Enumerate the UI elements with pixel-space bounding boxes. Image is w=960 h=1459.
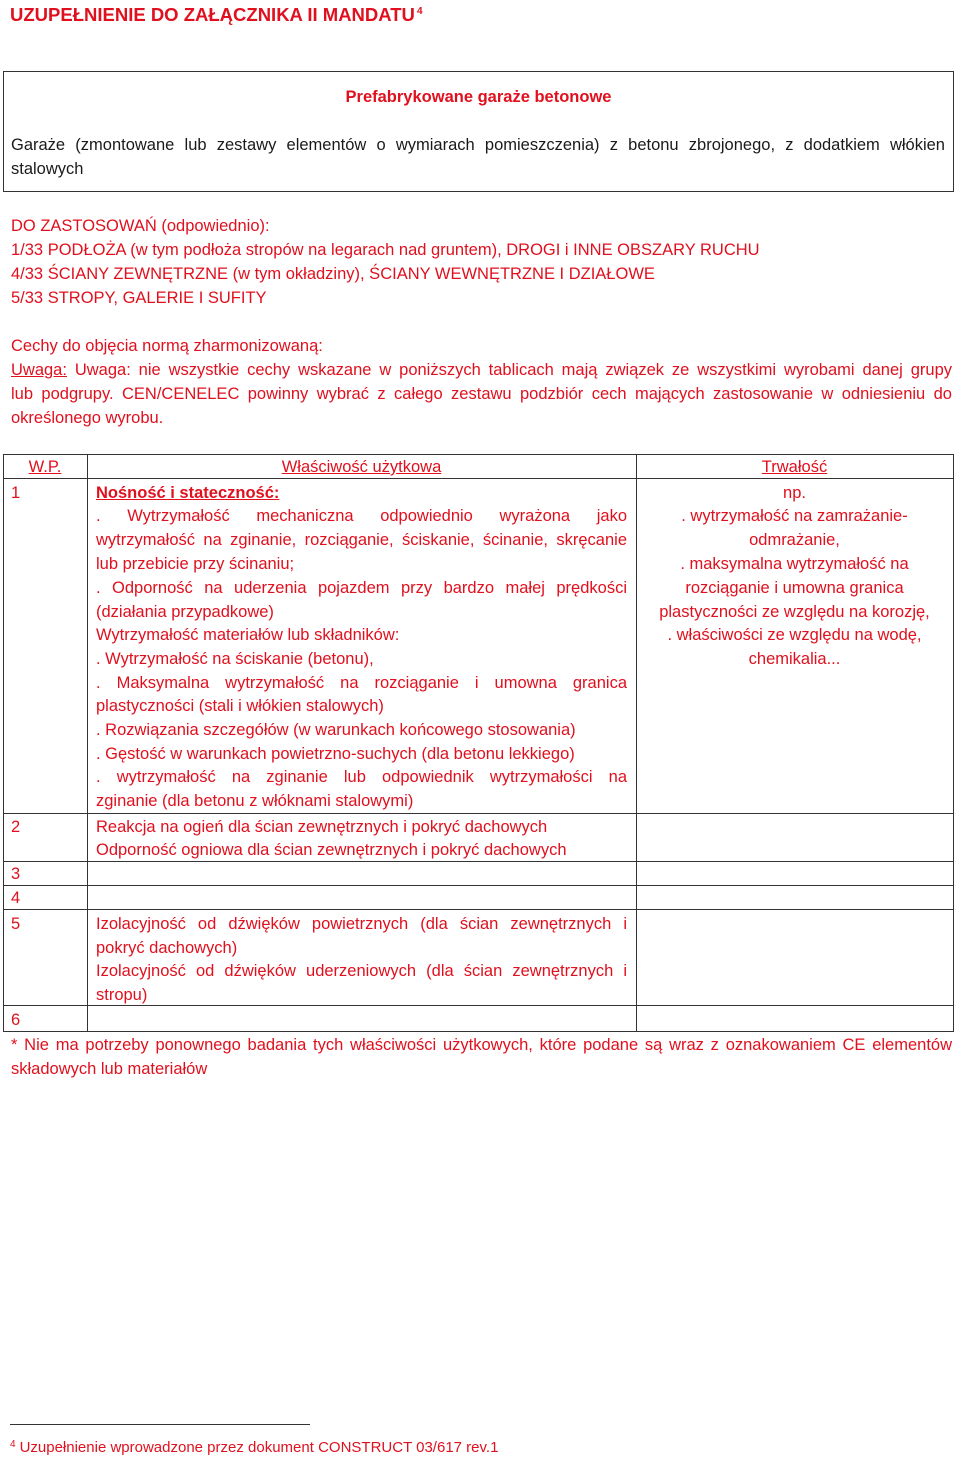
table-col-right — [953, 454, 954, 1031]
product-description-line-1: Garaże (zmontowane lub zestawy elementów o wymiarach pomieszczenia) z betonu zbrojonego, z dodatkiem włókien — [11, 136, 945, 154]
row5-line-4: stropu) — [96, 986, 148, 1004]
characteristics-note-line-3: określonego wyrobu. — [11, 409, 164, 427]
footnote — [10, 1434, 498, 1459]
row2-number: 2 — [11, 818, 21, 836]
row6-number: 6 — [11, 1011, 21, 1029]
header-wp: W.P. — [28, 458, 62, 476]
table-note-line-1: * Nie ma potrzeby ponownego badania tych właściwości użytkowych, które podane są wraz z oznakowaniem CE elementów — [11, 1036, 952, 1054]
row2-line-2: Odporność ogniowa dla ścian zewnętrznych i pokryć dachowych — [96, 841, 567, 859]
row5-line-2: pokryć dachowych) — [96, 939, 238, 957]
row1-line-12: . wytrzymałość na zginanie lub odpowiednik wytrzymałości na — [96, 768, 627, 786]
characteristics-note-line-2: lub podgrupy. CEN/CENELEC powinny wybrać z całego zestawu podzbiór cech mających zastosowanie w odniesieniu do — [11, 385, 952, 403]
row1-line-7: . Wytrzymałość na ściskanie (betonu), — [96, 650, 374, 668]
table-col-wp — [87, 454, 88, 1031]
row1-line-9: plastyczności (stali i włókien stalowych) — [96, 697, 384, 715]
row1-line-11: . Gęstość w warunkach powietrzno-suchych (dla betonu lekkiego) — [96, 745, 575, 763]
characteristics-note-line-1 — [11, 358, 952, 382]
row1-durability-line-7: . właściwości ze względu na wodę, — [667, 626, 922, 644]
row2-line-1: Reakcja na ogień dla ścian zewnętrznych i pokryć dachowych — [96, 818, 548, 836]
row1-durability-line-4: . maksymalna wytrzymałość na — [680, 555, 909, 573]
product-description-line-2: stalowych — [11, 160, 84, 178]
row1-durability-line-3: odmrażanie, — [749, 531, 840, 549]
row1-line-5: (działania przypadkowe) — [96, 603, 274, 621]
row1-durability-line-5: rozciąganie i umowna granica — [685, 579, 904, 597]
row1-durability-line-1: np. — [783, 484, 806, 502]
row1-line-6: Wytrzymałość materiałów lub składników: — [96, 626, 400, 644]
row1-durability-line-2: . wytrzymałość na zamrażanie- — [681, 507, 908, 525]
table-rule-row4 — [3, 909, 954, 910]
footnote-separator — [10, 1424, 310, 1425]
table-rule-row1 — [3, 813, 954, 814]
row1-line-10: . Rozwiązania szczegółów (w warunkach końcowego stosowania) — [96, 721, 576, 739]
header-property: Właściwość użytkowa — [281, 458, 442, 476]
intended-use-item-3: 5/33 STROPY, GALERIE I SUFITY — [11, 289, 267, 307]
intended-use-item-2: 4/33 ŚCIANY ZEWNĘTRZNE (w tym okładziny), ŚCIANY WEWNĘTRZNE I DZIAŁOWE — [11, 265, 655, 283]
row1-line-8: . Maksymalna wytrzymałość na rozciąganie i umowna granica — [96, 674, 627, 692]
footnote-text: Uzupełnienie wprowadzone przez dokument CONSTRUCT 03/617 rev.1 — [19, 1439, 499, 1456]
row1-durability-line-6: plastyczności ze względu na korozję, — [659, 603, 930, 621]
row1-line-1: . Wytrzymałość mechaniczna odpowiednio wyrażona jako — [96, 507, 627, 525]
document-title-text: UZUPEŁNIENIE DO ZAŁĄCZNIKA II MANDATU — [10, 4, 415, 25]
row5-line-1: Izolacyjność od dźwięków powietrznych (dla ścian zewnętrznych i — [96, 915, 627, 933]
row1-line-2: wytrzymałość na zginanie, rozciąganie, ściskanie, ścinanie, skręcanie — [96, 531, 627, 549]
table-rule-row6 — [3, 1031, 954, 1032]
characteristics-heading: Cechy do objęcia normą zharmonizowaną: — [11, 337, 323, 355]
warning-label: Uwaga: — [11, 361, 67, 379]
row3-number: 3 — [11, 865, 21, 883]
row5-number: 5 — [11, 915, 21, 933]
table-note-line-2: składowych lub materiałów — [11, 1060, 208, 1078]
row4-number: 4 — [11, 889, 21, 907]
row1-line-3: lub przebicie przy ścinaniu; — [96, 555, 295, 573]
row5-line-3: Izolacyjność od dźwięków uderzeniowych (dla ścian zewnętrznych i — [96, 962, 627, 980]
row1-line-13: zginanie (dla betonu z włóknami stalowymi) — [96, 792, 414, 810]
intended-use-heading: DO ZASTOSOWAŃ (odpowiednio): — [11, 217, 270, 235]
table-rule-row3 — [3, 885, 954, 886]
row1-title: Nośność i stateczność: — [96, 484, 280, 502]
row1-number: 1 — [11, 484, 21, 502]
document-title — [10, 4, 423, 26]
product-title: Prefabrykowane garaże betonowe — [345, 88, 612, 106]
intended-use-item-1: 1/33 PODŁOŻA (w tym podłoża stropów na legarach nad gruntem), DROGI i INNE OBSZARY RUCHU — [11, 241, 760, 259]
footnote-number: 4 — [10, 1439, 16, 1450]
header-durability: Trwałość — [761, 458, 828, 476]
table-col-left — [3, 454, 4, 1031]
characteristics-note-line-1-text: Uwaga: nie wszystkie cechy wskazane w poniższych tablicach mają związek ze wszystkimi wyrobami danej grupy — [66, 361, 952, 379]
row1-line-4: . Odporność na uderzenia pojazdem przy bardzo małej prędkości — [96, 579, 627, 597]
row1-durability-line-8: chemikalia... — [748, 650, 841, 668]
footnote-ref: 4 — [416, 6, 423, 17]
